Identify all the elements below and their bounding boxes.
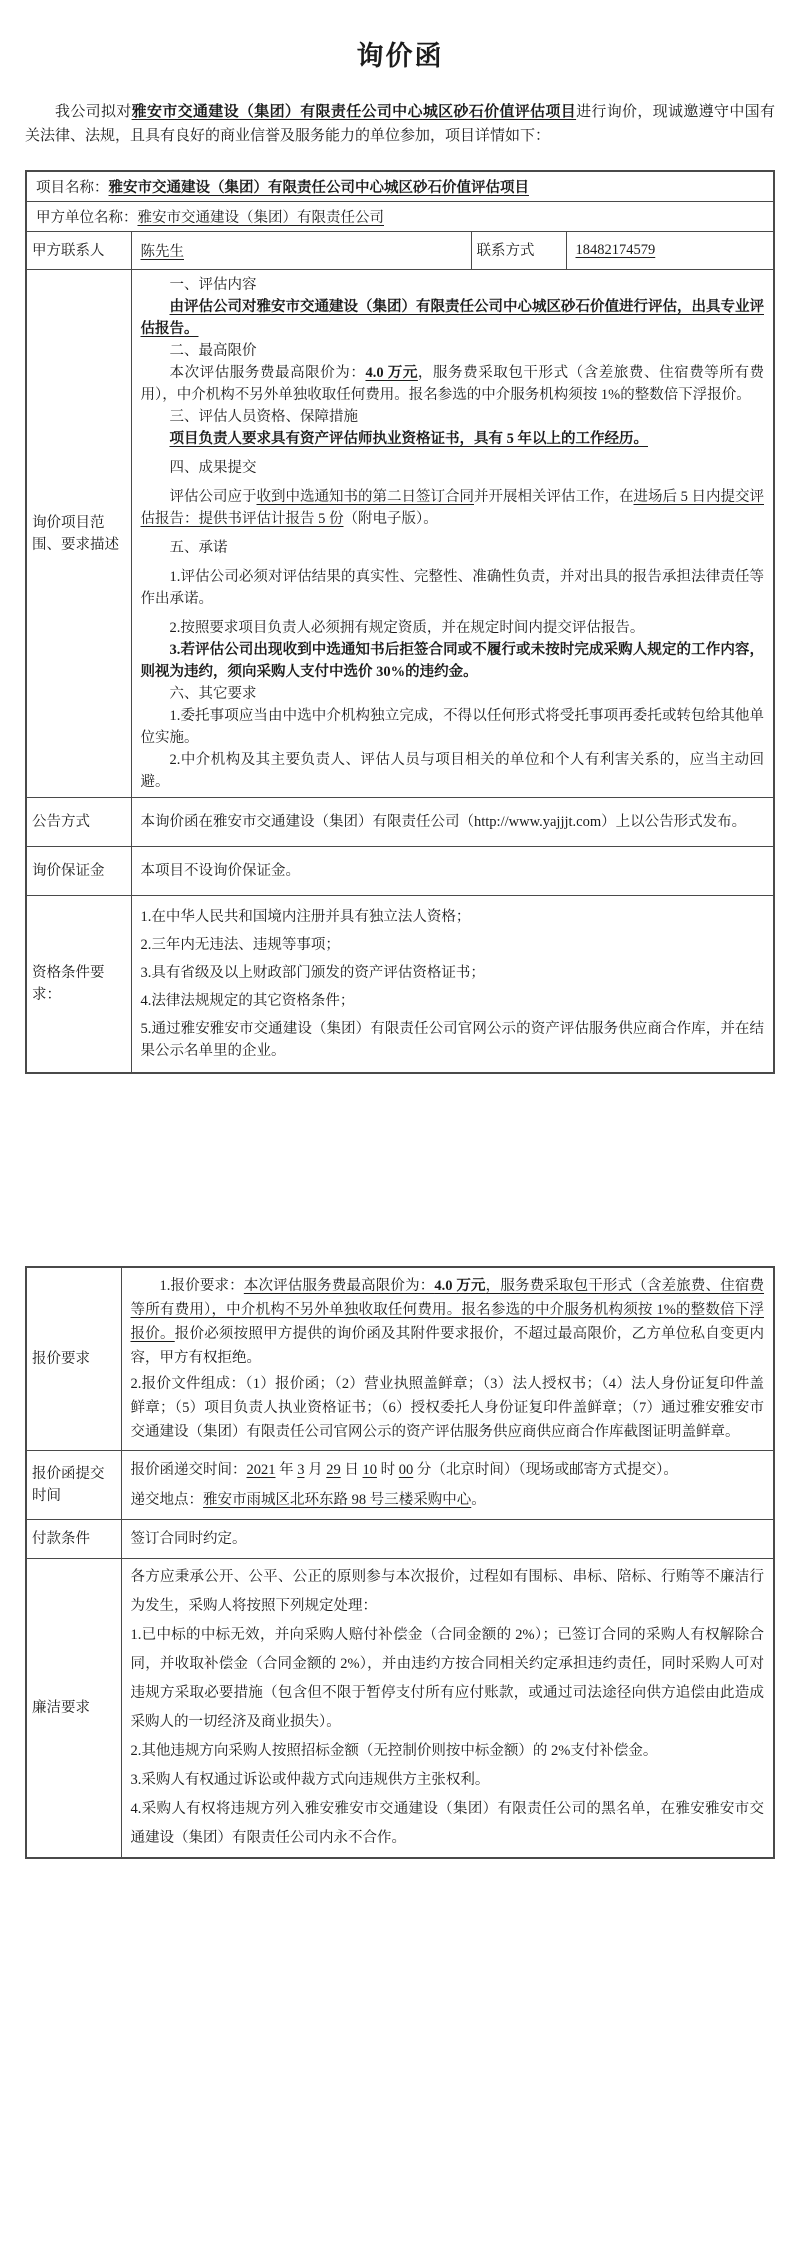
integrity-content <box>121 1559 774 1859</box>
text-segment: 本询价函在雅安市交通建设（集团）有限责任公司（http://www.yajjjt.com）上以公告形式发布。 <box>140 814 747 830</box>
text-segment: 签订合同时约定。 <box>130 1531 247 1547</box>
payment-terms-content <box>121 1520 774 1559</box>
contact-person-label: 甲方联系人 <box>26 232 131 270</box>
paragraph <box>141 705 765 749</box>
text-segment: 本次评估服务费最高限价为： <box>169 365 366 381</box>
text-segment: 5.通过雅安雅安市交通建设（集团）有限责任公司官网公示的资产评估服务供应商合作库，并在结果公示名单里的企业。 <box>140 1021 764 1059</box>
text-segment: 2.按照要求项目负责人必须拥有规定资质，并在规定时间内提交评估报告。 <box>169 620 645 636</box>
text-segment: 4.采购人有权将违规方列入雅安雅安市交通建设（集团）有限责任公司的黑名单，在雅安雅安市交通建设（集团）有限责任公司内永不合作。 <box>130 1801 764 1846</box>
text-segment: 00 <box>398 1462 414 1478</box>
text-segment: 进行询价，现诚邀遵守中国有关法律、法规，且具有良好的商业信誉及服务能力的单位参加，项目详情如下： <box>25 104 775 144</box>
contact-method-label: 联系方式 <box>471 232 566 270</box>
deposit-content <box>131 847 774 896</box>
text-segment: 三、评估人员资格、保障措施 <box>169 409 358 425</box>
text-segment: 4.法律法规规定的其它资格条件； <box>140 993 355 1009</box>
text-segment: 本次评估服务费最高限价为： <box>243 1278 435 1294</box>
paragraph <box>141 811 765 833</box>
text-segment: 3.采购人有权通过诉讼或仲裁方式向违规供方主张权利。 <box>130 1772 490 1788</box>
contact-person-value <box>131 232 471 270</box>
text-segment: 1.在中华人民共和国境内注册并具有独立法人资格； <box>140 909 471 925</box>
submit-time-label: 报价函提交时间 <box>26 1451 121 1520</box>
text-segment: 29 <box>326 1462 341 1478</box>
text-segment: 四、成果提交 <box>169 460 257 476</box>
text-segment: 二、最高限价 <box>169 343 257 359</box>
text-segment: 2.中介机构及其主要负责人、评估人员与项目相关的单位和个人有利害关系的，应当主动回避。 <box>140 752 764 790</box>
paragraph <box>131 1621 765 1737</box>
text-segment: 项目负责人要求具有资产评估师执业资格证书，具有 5 年以上的工作经历。 <box>169 431 648 447</box>
document-page <box>25 0 775 1859</box>
text-segment: 日 <box>340 1462 363 1478</box>
paragraph <box>141 990 765 1012</box>
row-scope-requirements <box>26 270 774 798</box>
inquiry-info-table <box>25 170 775 1074</box>
paragraph <box>131 1737 765 1766</box>
paragraph <box>141 683 765 705</box>
document-title: 询价函 <box>356 41 444 71</box>
paragraph <box>131 1274 765 1370</box>
text-segment: 2.报价文件组成：（1）报价函；（2）营业执照盖鲜章；（3）法人授权书；（4）法人身份证复印件盖鲜章；（5）项目负责人执业资格证书；（6）授权委托人身份证复印件盖鲜章；（7）通过雅安雅安市交通建设（集团）有限责任公司官网公示的资产评估服务供应商供应商合作库截图证明盖鲜章。 <box>130 1376 764 1440</box>
row-party-a-name <box>26 202 774 232</box>
integrity-label: 廉洁要求 <box>26 1559 121 1859</box>
text-segment: 雅安市交通建设（集团）有限责任公司中心城区砂石价值评估项目 <box>131 104 577 120</box>
text-segment: 报价函递交时间： <box>130 1462 247 1478</box>
paragraph <box>141 406 765 428</box>
paragraph <box>141 537 765 559</box>
text-segment: 雅安市交通建设（集团）有限责任公司中心城区砂石价值评估项目 <box>108 180 529 196</box>
paragraph <box>141 457 765 479</box>
paragraph <box>131 1485 765 1515</box>
text-segment: 甲方单位名称： <box>36 210 138 226</box>
paragraph <box>141 749 765 793</box>
text-segment: 进场后 5 日内提交评估报告：提供书评估计报告 5 份 <box>140 489 764 527</box>
text-segment: 本项目不设询价保证金。 <box>140 863 300 879</box>
text-segment: 递交地点： <box>130 1492 203 1508</box>
paragraph <box>131 1524 765 1554</box>
text-segment: 2021 <box>246 1462 276 1478</box>
paragraph <box>131 1563 765 1621</box>
text-segment: 报价必须按照甲方提供的询价函及其附件要求报价，不超过最高限价，乙方单位私自变更内容，甲方有权拒绝。 <box>130 1326 765 1366</box>
paragraph <box>141 1018 765 1062</box>
text-segment: （附电子版）。 <box>343 511 438 527</box>
text-segment: 陈先生 <box>140 244 184 260</box>
paragraph <box>131 1766 765 1795</box>
paragraph <box>131 1795 765 1853</box>
text-segment: 年 <box>275 1462 298 1478</box>
text-segment: 。 <box>471 1492 486 1508</box>
paragraph <box>141 362 765 406</box>
text-segment: 18482174579 <box>575 242 656 258</box>
paragraph <box>141 906 765 928</box>
row-qualification <box>26 896 774 1074</box>
paragraph <box>141 296 765 340</box>
text-segment: 1.报价要求： <box>159 1278 244 1294</box>
scope-label: 询价项目范围、要求描述 <box>26 270 131 798</box>
text-segment: 月 <box>304 1462 327 1478</box>
project-name-cell <box>26 171 774 202</box>
submit-time-content <box>121 1451 774 1520</box>
paragraph <box>141 639 765 683</box>
row-integrity-requirements <box>26 1559 774 1859</box>
announcement-content <box>131 798 774 847</box>
text-segment: 3.具有省级及以上财政部门颁发的资产评估资格证书； <box>140 965 485 981</box>
row-payment-terms <box>26 1520 774 1559</box>
paragraph <box>141 934 765 956</box>
text-segment: 评估公司应于 <box>169 489 257 505</box>
paragraph <box>141 962 765 984</box>
quotation-terms-table <box>25 1266 775 1859</box>
paragraph <box>131 1372 765 1444</box>
section-gap <box>25 1074 775 1244</box>
scope-content <box>131 270 774 798</box>
paragraph <box>141 274 765 296</box>
paragraph <box>141 860 765 882</box>
paragraph <box>141 617 765 639</box>
paragraph <box>141 428 765 450</box>
text-segment: 4.0 万元 <box>434 1278 486 1294</box>
deposit-label: 询价保证金 <box>26 847 131 896</box>
text-segment: 雅安市雨城区北环东路 98 号三楼采购中心 <box>203 1492 472 1508</box>
text-segment: 4.0 万元 <box>365 365 418 381</box>
row-deposit <box>26 847 774 896</box>
text-segment: 1.委托事项应当由中选中介机构独立完成，不得以任何形式将受托事项再委托或转包给其他单位实施。 <box>140 708 764 746</box>
text-segment: 雅安市交通建设（集团）有限责任公司 <box>137 210 384 226</box>
text-segment: 我公司拟对 <box>55 104 132 120</box>
row-project-name <box>26 171 774 202</box>
quote-requirements-label: 报价要求 <box>26 1267 121 1451</box>
paragraph <box>141 486 765 530</box>
party-a-name-cell <box>26 202 774 232</box>
row-quote-requirements <box>26 1267 774 1451</box>
text-segment: 3.若评估公司出现收到中选通知书后拒签合同或不履行或未按时完成采购人规定的工作内容，则视为违约，须向采购人支付中选价 30%的违约金。 <box>140 642 764 680</box>
text-segment: 由评估公司对雅安市交通建设（集团）有限责任公司中心城区砂石价值进行评估，出具专业评估报告。 <box>140 299 764 337</box>
text-segment: ，服务费采取包干形式（含差旅费、住宿费等所有费用），中介机构不另外单独收取任何费用。报名参选的中介服务机构须按 1%的整数倍下浮报价。 <box>130 1278 765 1342</box>
text-segment: 五、承诺 <box>169 540 228 556</box>
qualification-label: 资格条件要求： <box>26 896 131 1074</box>
announcement-label: 公告方式 <box>26 798 131 847</box>
paragraph <box>141 340 765 362</box>
qualification-content <box>131 896 774 1074</box>
text-segment: 时 <box>377 1462 399 1478</box>
payment-terms-label: 付款条件 <box>26 1520 121 1559</box>
text-segment: 项目名称： <box>36 180 109 196</box>
text-segment: 2.其他违规方向采购人按照招标金额（无控制价则按中标金额）的 2%支付补偿金。 <box>130 1743 658 1759</box>
row-announcement <box>26 798 774 847</box>
text-segment: 10 <box>362 1462 377 1478</box>
text-segment: 2.三年内无违法、违规等事项； <box>140 937 340 953</box>
text-segment: 并开展相关评估工作，在 <box>474 489 634 505</box>
row-submit-time <box>26 1451 774 1520</box>
text-segment: 1.评估公司必须对评估结果的真实性、完整性、准确性负责，并对出具的报告承担法律责任等作出承诺。 <box>140 569 764 607</box>
text-segment: 收到中选通知书的第二日签订合同 <box>256 489 474 505</box>
text-segment: 3 <box>297 1462 305 1478</box>
text-segment: 1.已中标的中标无效，并向采购人赔付补偿金（合同金额的 2%）；已签订合同的采购人有权解除合同，并收取补偿金（合同金额的 2%），并由违约方按合同相关约定承担违约责任，同时采购人可对违规方采取必要措施（包含但不限于暂停支付所有应付账款，或通过司法途径向供方追偿由此造成采购人的一切经济及商业损失）。 <box>130 1627 764 1730</box>
text-segment: 六、其它要求 <box>169 686 257 702</box>
row-contact <box>26 232 774 270</box>
text-segment: 分（北京时间）（现场或邮寄方式提交）。 <box>413 1462 678 1478</box>
paragraph <box>131 1455 765 1485</box>
quote-requirements-content <box>121 1267 774 1451</box>
text-segment: 一、评估内容 <box>169 277 257 293</box>
text-segment: ，服务费采取包干形式（含差旅费、住宿费等所有费用），中介机构不另外单独收取任何费用。报名参选的中介服务机构须按 1%的整数倍下浮报价。 <box>140 365 765 403</box>
paragraph <box>141 566 765 610</box>
intro-paragraph <box>25 100 775 148</box>
text-segment: 各方应秉承公开、公平、公正的原则参与本次报价，过程如有围标、串标、陪标、行贿等不廉洁行为发生，采购人将按照下列规定处理： <box>130 1569 764 1614</box>
contact-phone-value <box>566 232 774 270</box>
